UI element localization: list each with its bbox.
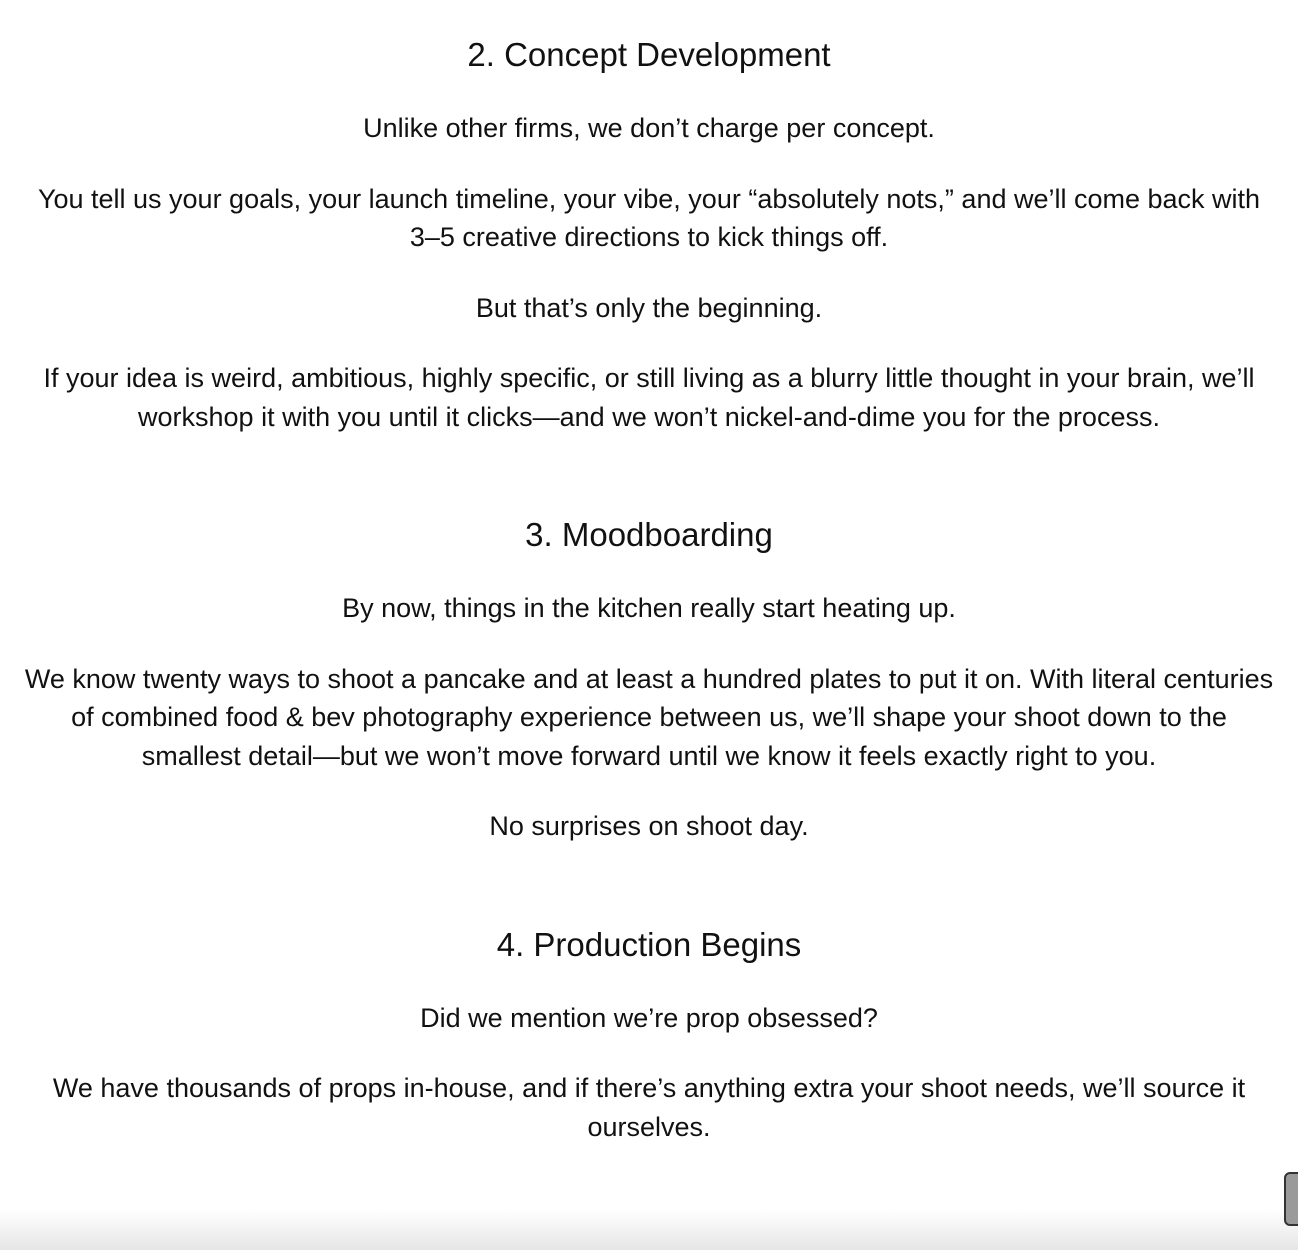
main-content — [24, 0, 1274, 1146]
bottom-fade-overlay — [0, 1210, 1298, 1250]
paragraph: We know twenty ways to shoot a pancake and at least a hundred plates to put it on. With literal centuries of combined food & bev photography experience between us, we’ll shape your shoot down to the smallest detail—but we won’t move forward until we know it feels exactly right to you. — [24, 663, 1274, 771]
paragraph: You tell us your goals, your launch timeline, your vibe, your “absolutely nots,” and we’ll come back with 3–5 creative directions to kick things off. — [37, 183, 1261, 252]
section-production-begins — [24, 924, 1274, 1147]
section-heading: 4. Production Begins — [496, 925, 802, 963]
section-heading: 2. Concept Development — [467, 36, 831, 73]
paragraph: No surprises on shoot day. — [489, 811, 809, 841]
section-heading: 3. Moodboarding — [525, 516, 773, 553]
paragraph: We have thousands of props in-house, and if there’s anything extra your shoot needs, we’ll source it ourselves. — [52, 1073, 1246, 1142]
paragraph: But that’s only the beginning. — [475, 292, 823, 323]
paragraph: By now, things in the kitchen really start heating up. — [342, 593, 956, 623]
paragraph: If your idea is weird, ambitious, highly specific, or still living as a blurry little thought in your brain, we’ll workshop it with you until it clicks—and we won’t nickel-and-dime you for the process. — [43, 363, 1255, 432]
section-concept-development — [24, 0, 1274, 436]
paragraph: Did we mention we’re prop obsessed? — [420, 1002, 878, 1033]
paragraph: Unlike other firms, we don’t charge per concept. — [363, 113, 935, 143]
section-moodboarding — [24, 514, 1274, 846]
floating-tab-handle[interactable] — [1284, 1172, 1298, 1226]
